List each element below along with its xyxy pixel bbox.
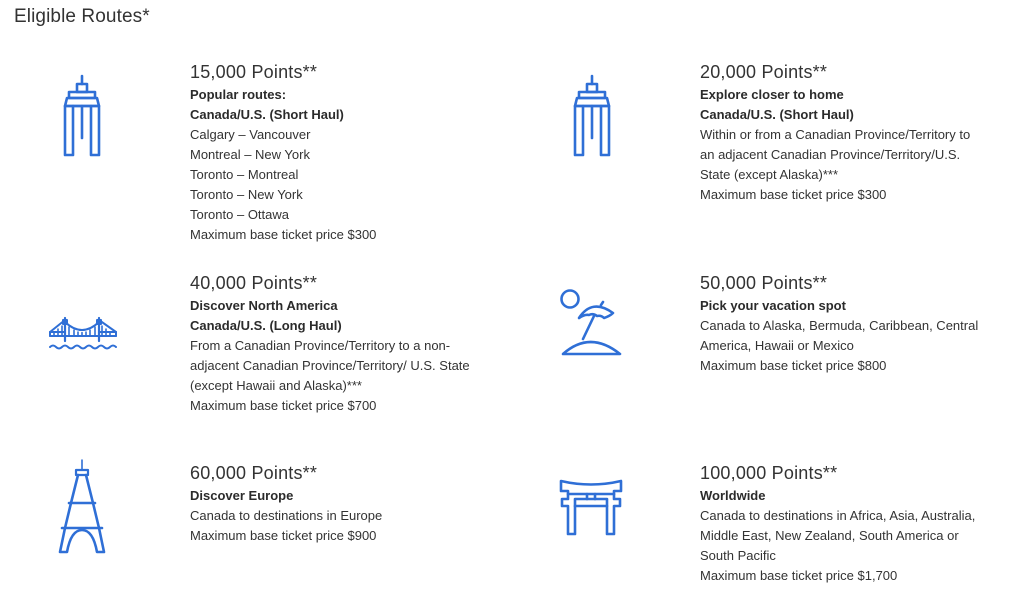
route-detail: an adjacent Canadian Province/Territory/U.S. (700, 147, 961, 162)
points-label: 40,000 Points** (190, 273, 318, 293)
route-heading: Discover Europe (190, 488, 294, 503)
max-price: Maximum base ticket price $300 (190, 227, 377, 242)
max-price: Maximum base ticket price $900 (190, 528, 377, 543)
route-heading: Worldwide (700, 488, 766, 503)
route-detail: Toronto – New York (190, 187, 303, 202)
route-heading: Popular routes: (190, 87, 287, 102)
route-subheading: Canada/U.S. (Short Haul) (190, 107, 344, 122)
route-detail: (except Hawaii and Alaska)*** (190, 378, 362, 393)
route-detail: adjacent Canadian Province/Territory/ U.S. State (190, 358, 470, 373)
route-detail: From a Canadian Province/Territory to a non- (190, 338, 451, 353)
max-price: Maximum base ticket price $800 (700, 358, 887, 373)
points-label: 100,000 Points** (700, 463, 838, 483)
route-detail: Toronto – Ottawa (190, 207, 289, 222)
points-label: 20,000 Points** (700, 62, 828, 82)
route-heading: Pick your vacation spot (700, 298, 846, 313)
route-heading: Explore closer to home (700, 87, 844, 102)
route-detail: South Pacific (700, 548, 776, 563)
route-detail: Within or from a Canadian Province/Territory to (700, 127, 971, 142)
route-detail: Canada to destinations in Europe (190, 508, 383, 523)
route-subheading: Canada/U.S. (Long Haul) (190, 318, 342, 333)
page-title: Eligible Routes* (14, 6, 150, 27)
points-label: 50,000 Points** (700, 273, 828, 293)
route-detail: Toronto – Montreal (190, 167, 299, 182)
max-price: Maximum base ticket price $700 (190, 398, 377, 413)
points-label: 60,000 Points** (190, 463, 318, 483)
max-price: Maximum base ticket price $300 (700, 187, 887, 202)
route-heading: Discover North America (190, 298, 338, 313)
route-detail: Middle East, New Zealand, South America or (700, 528, 959, 543)
points-label: 15,000 Points** (190, 62, 318, 82)
route-detail: Montreal – New York (190, 147, 310, 162)
route-detail: America, Hawaii or Mexico (700, 338, 854, 353)
route-detail: Calgary – Vancouver (190, 127, 311, 142)
route-detail: Canada to destinations in Africa, Asia, Australia, (700, 508, 976, 523)
route-subheading: Canada/U.S. (Short Haul) (700, 107, 854, 122)
route-detail: Canada to Alaska, Bermuda, Caribbean, Central (700, 318, 979, 333)
route-detail: State (except Alaska)*** (700, 167, 839, 182)
max-price: Maximum base ticket price $1,700 (700, 568, 898, 583)
